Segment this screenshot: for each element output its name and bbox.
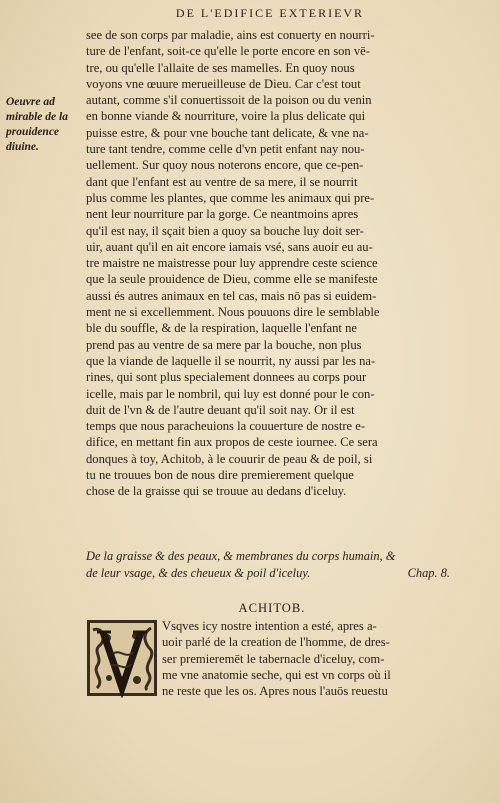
body-line: que la seule prouidence de Dieu, comme elle se manifeste <box>86 272 378 287</box>
section-opening-text <box>162 618 458 699</box>
ornament-icon <box>85 618 159 698</box>
chapter-heading <box>86 548 458 582</box>
body-line: chose de la graisse qui se trouue au dedans d'iceluy. <box>86 484 347 499</box>
margin-note-line: diuine. <box>6 141 39 153</box>
body-line: qu'il est nay, il sçait bien a quoy sa bouche luy doit ser- <box>86 223 364 238</box>
body-line: en bonne viande & nourriture, voire la plus delicate qui <box>86 109 366 124</box>
body-line: uir, auant qu'il en ait encore iamais vsé, sans auoir eu au- <box>86 239 373 254</box>
body-text <box>86 27 458 500</box>
body-line: puisse estre, & pour vne bouche tant delicate, & vne na- <box>86 125 369 140</box>
chapter-heading-line: de leur vsage, & des cheueux & poil d'iceluy. <box>86 566 311 580</box>
chapter-heading-line: De la graisse & des peaux, & membranes du corps humain, & <box>86 549 396 563</box>
body-line: prend pas au ventre de sa mere par la bouche, non plus <box>86 337 362 352</box>
body-line: dant que l'enfant est au ventre de sa mere, il se nourrit <box>86 174 358 189</box>
section-line: me vne anatomie seche, qui est vn corps où il <box>162 667 391 682</box>
body-line: tre, ou qu'elle l'allaite de ses mamelles. En quoy nous <box>86 60 355 75</box>
section-line: ser premieremēt le tabernacle d'iceluy, com- <box>162 651 385 666</box>
section-line: ne reste que les os. Apres nous l'auōs reuestu <box>162 684 388 699</box>
body-line: difice, en mettant fin aux propos de ceste iournee. Ce sera <box>86 435 378 450</box>
section-line: Vsqves icy nostre intention a esté, apres a- <box>162 619 377 633</box>
decorated-initial-v-icon <box>85 618 159 698</box>
body-line: tre maistre ne maistresse pour luy apprendre ceste science <box>86 256 378 271</box>
body-line: nent leur nourriture par la gorge. Ce neantmoins apres <box>86 207 359 222</box>
body-line: see de son corps par maladie, ains est conuerty en nourri- <box>86 28 375 42</box>
body-line: rines, qui sont plus specialement donnees au corps pour <box>86 370 367 385</box>
body-line: ture de l'enfant, soit-ce qu'elle le porte encore en son vē- <box>86 44 370 59</box>
body-line: ture tant tendre, comme celle d'vn petit enfant nay nou- <box>86 142 365 157</box>
body-line: duit de l'vn & de l'autre deuant qu'il soit nay. Or il est <box>86 402 355 417</box>
margin-note <box>6 95 86 155</box>
body-line: donques à toy, Achitob, à le couurir de peau & de poil, si <box>86 451 373 466</box>
chapter-number: Chap. 8. <box>407 566 450 580</box>
body-line: ble du souffle, & de la respiration, laquelle l'enfant ne <box>86 321 357 336</box>
margin-note-line: mirable de la <box>6 111 68 123</box>
body-line: ment ne si excellemment. Nous pouuons dire le semblable <box>86 305 380 320</box>
body-line: aussi és autres animaux en tel cas, mais nō pas si euidem- <box>86 288 377 303</box>
body-line: temps que nous paracheuions la couuerture de nostre e- <box>86 419 366 434</box>
body-line: autant, comme s'il conuertissoit de la poison ou du venin <box>86 93 372 108</box>
body-line: icelle, mais par le nombril, qui luy est donné pour le con- <box>86 386 375 401</box>
speaker-name: ACHITOB. <box>238 601 306 615</box>
body-line: que la viande de laquelle il se nourrit, ny aussi par les na- <box>86 353 376 368</box>
section-line: uoir parlé de la creation de l'homme, de dres- <box>162 635 390 650</box>
body-line: voyons vne œuure merueilleuse de Dieu. Car c'est tout <box>86 76 361 91</box>
body-line: uellement. Sur quoy nous noterons encore, que ce-pen- <box>86 158 364 173</box>
body-line: plus comme les plantes, que comme les animaux qui pre- <box>86 190 375 205</box>
body-line: tu ne trouues bon de nous dire premierement quelque <box>86 468 354 483</box>
margin-note-line: prouidence <box>6 126 60 138</box>
margin-note-line: Oeuvre ad <box>6 96 55 108</box>
running-header: DE L'EDIFICE EXTERIEVR <box>175 6 365 20</box>
